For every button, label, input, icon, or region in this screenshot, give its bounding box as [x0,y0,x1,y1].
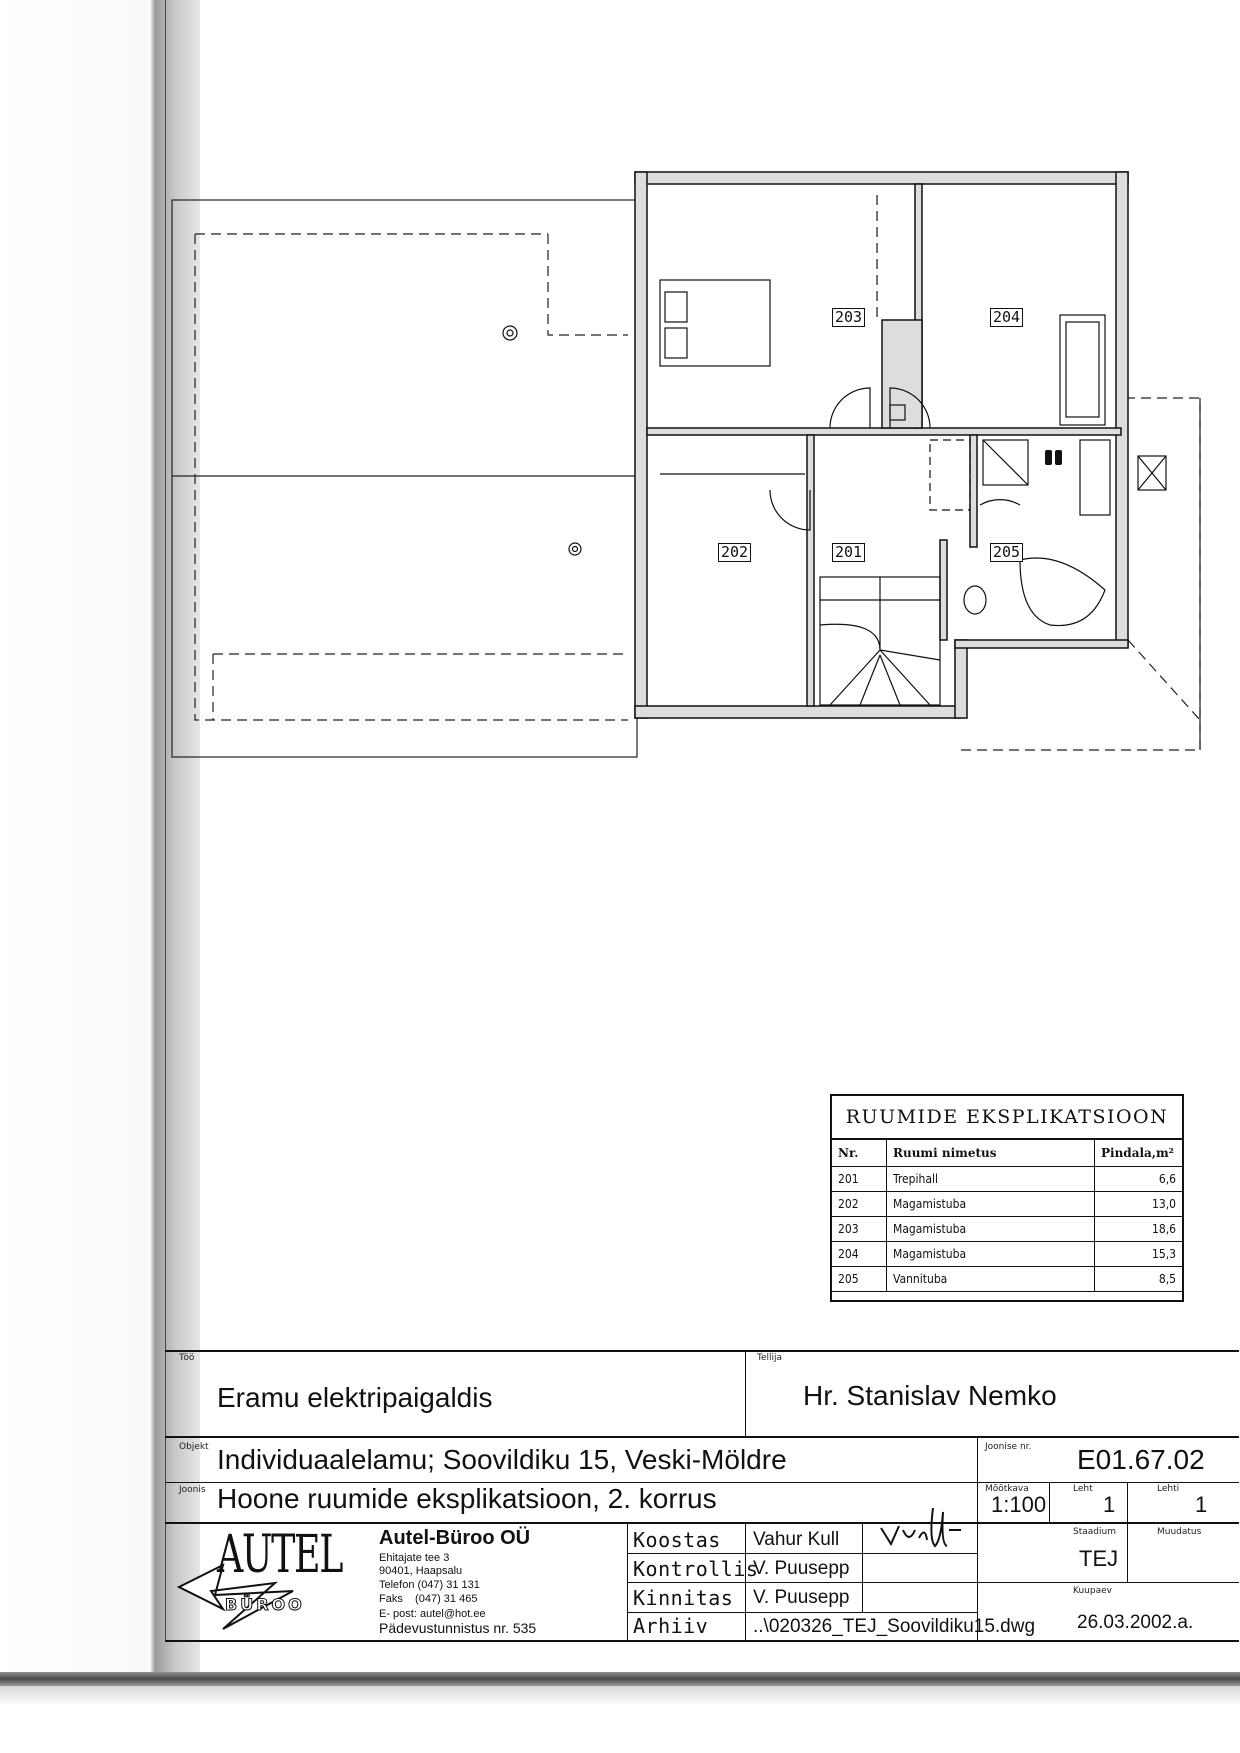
joonis-label: Joonis [179,1485,206,1495]
objekt-value: Individuaalelamu; Soovildiku 15, Veski-Möldre [217,1444,787,1475]
company-license: Pädevustunnistus nr. 535 [379,1620,537,1636]
row-area: 15,3 [1095,1242,1183,1267]
row-nr: 203 [832,1217,887,1242]
company-name: Autel-Büroo OÜ [379,1527,531,1549]
objekt-label: Objekt [179,1442,209,1452]
lehti-value: 1 [1195,1492,1208,1517]
scan-bottom-edge [0,1672,1240,1686]
row-name: Trepihall [887,1167,1095,1192]
role-kinnitas: Kinnitas [633,1586,734,1610]
header-area: Pindala,m² [1095,1140,1183,1167]
scan-bottom-shade [0,1686,1240,1706]
autel-logo [175,1525,342,1635]
row-nr: 202 [832,1192,887,1217]
table-row [832,1167,1182,1192]
tellija-value: Hr. Stanislav Nemko [803,1380,1057,1411]
table-row [832,1242,1182,1267]
explication-title: RUUMIDE EKSPLIKATSIOON [832,1096,1182,1139]
row-nr: 201 [832,1167,887,1192]
row-nr: 205 [832,1267,887,1292]
company-email: E- post: autel@hot.ee [379,1608,486,1620]
muudatus-label: Muudatus [1157,1527,1202,1537]
company-fax: Faks (047) 31 465 [379,1593,478,1605]
wall-north [635,172,1128,184]
room-label-204: 204 [990,308,1023,327]
staadium-value: TEJ [1079,1546,1119,1571]
company-street: Ehitajate tee 3 [379,1552,450,1564]
room-label-202: 202 [718,543,751,562]
header-nr: Nr. [832,1140,887,1167]
logo-sub-text: BÜROO [225,1595,305,1614]
arhiiv-label: Arhiiv [633,1614,709,1638]
row-area: 6,6 [1095,1167,1183,1192]
row-area: 8,5 [1095,1267,1183,1292]
room-label-205: 205 [990,543,1023,562]
joonise-nr-label: Joonise nr. [985,1442,1032,1452]
room-explication-table [830,1094,1184,1302]
lehti-label: Lehti [1157,1484,1180,1494]
wall-east [1116,172,1128,647]
row-nr: 204 [832,1242,887,1267]
leht-label: Leht [1073,1484,1093,1494]
role-koostas: Koostas [633,1528,721,1552]
wall-south [635,706,960,718]
row-name: Magamistuba [887,1242,1095,1267]
row-name: Vannituba [887,1267,1095,1292]
role-kontrollis: Kontrollis [633,1557,759,1581]
kuupaev-label: Kuupaev [1073,1586,1112,1596]
logo-main-text: AUTEL [217,1525,342,1585]
table-row [832,1217,1182,1242]
row-name: Magamistuba [887,1192,1095,1217]
row-name: Magamistuba [887,1217,1095,1242]
person-kinnitas: V. Puusepp [753,1587,850,1608]
person-koostas: Vahur Kull [753,1529,840,1550]
row-area: 18,6 [1095,1217,1183,1242]
staadium-label: Staadium [1073,1527,1116,1537]
table-row [832,1267,1182,1292]
joonis-value: Hoone ruumide eksplikatsioon, 2. korrus [217,1483,717,1514]
tellija-label: Tellija [757,1353,783,1363]
room-label-201: 201 [832,543,865,562]
explication-header-row [832,1140,1182,1167]
mootkava-value: 1:100 [991,1492,1047,1517]
table-row [832,1192,1182,1217]
arhiiv-value: ..\020326_TEJ_Soovildiku15.dwg [753,1616,1036,1637]
drawing-title-block [165,1350,1239,1642]
leht-value: 1 [1103,1492,1116,1517]
person-kontrollis: V. Puusepp [753,1558,850,1579]
wall-mid [647,428,1121,435]
too-label: Töö [179,1353,195,1363]
company-phone: Telefon (047) 31 131 [379,1579,480,1591]
company-city: 90401, Haapsalu [379,1565,463,1577]
too-value: Eramu elektripaigaldis [217,1382,493,1413]
joonise-nr-value: E01.67.02 [1077,1444,1205,1475]
signature-icon [875,1500,965,1560]
explication-grid [832,1139,1182,1292]
wall-west [635,172,647,718]
kuupaev-value: 26.03.2002.a. [1077,1612,1194,1633]
mootkava-label: Mõõtkava [985,1484,1029,1494]
header-room-name: Ruumi nimetus [887,1140,1095,1167]
row-area: 13,0 [1095,1192,1183,1217]
terrace-outline [172,200,637,757]
room-label-203: 203 [832,308,865,327]
